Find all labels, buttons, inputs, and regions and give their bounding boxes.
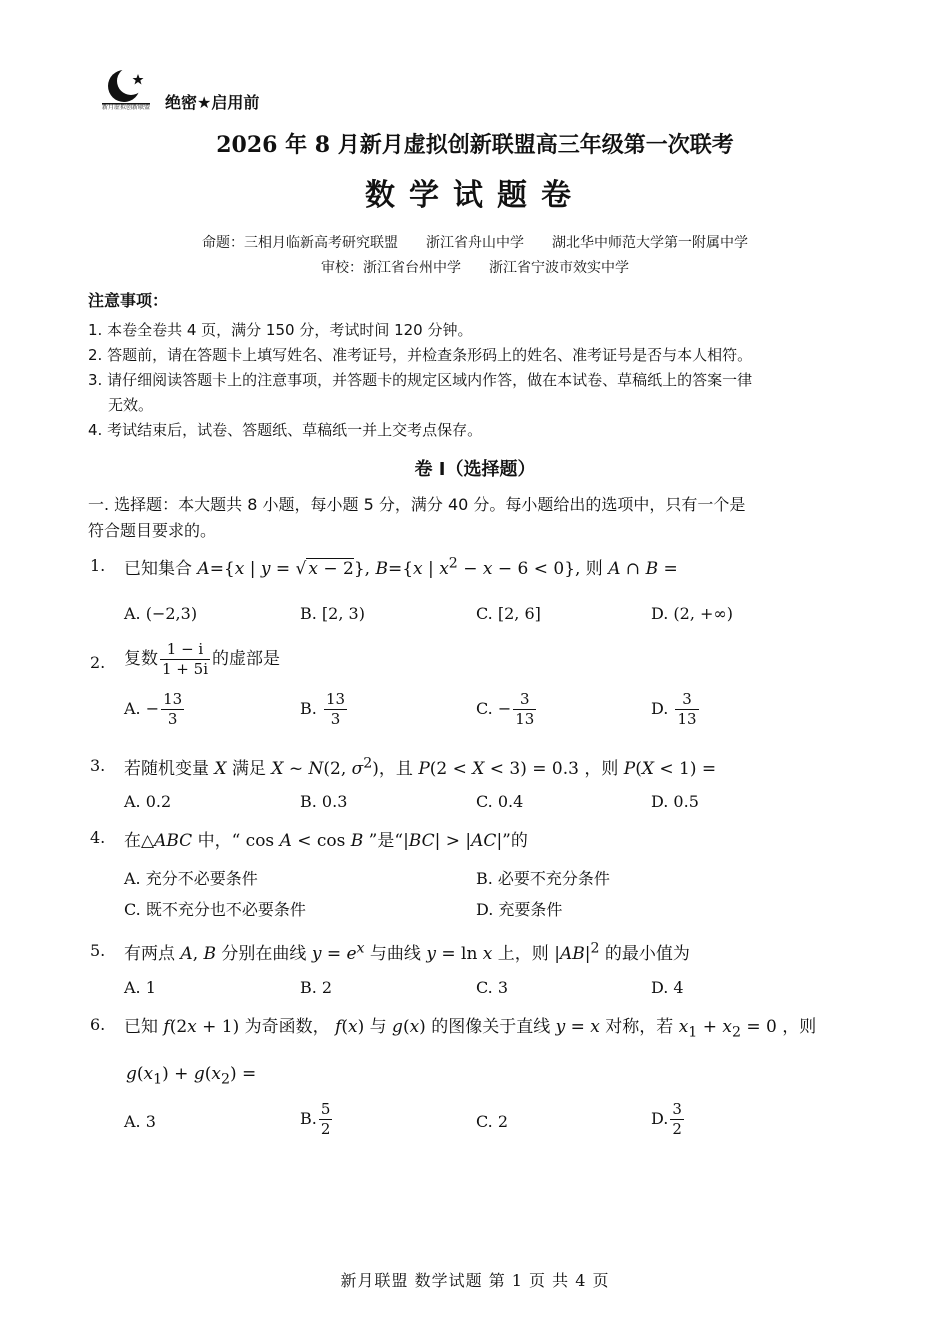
fraction-denominator: 1 + 5i: [162, 660, 208, 678]
question-2-stem: [124, 640, 280, 679]
section-title: 卷 I（选择题）: [414, 459, 536, 480]
option-c: C. − $\frac{3}{13}$: [476, 690, 535, 728]
fraction: [160, 640, 210, 679]
option-d: D. 充要条件: [476, 900, 563, 919]
notice-item: 1. 本卷全卷共 4 页，满分 150 分，考试时间 120 分钟。: [88, 321, 473, 339]
option-c: C. 2: [476, 1112, 509, 1131]
option-a: A. 1: [124, 978, 156, 997]
option-c: C. 既不充分也不必要条件: [124, 900, 306, 919]
question-6-stem: 已知 f(2x + 1) 为奇函数， f(x) 与 g(x) 的图像关于直线 y = x 对称，若 $x_1 + x_2 = 0$ ，则: [124, 1017, 817, 1041]
option-b: B. 0.3: [300, 792, 348, 811]
option-b: B. 必要不充分条件: [476, 869, 610, 888]
notice-item: 4. 考试结束后，试卷、答题纸、草稿纸一并上交考点保存。: [88, 421, 483, 439]
option-d: D. (2, +∞): [651, 604, 733, 623]
option-d: D. $\frac{3}{13}$: [651, 690, 697, 728]
section-intro: 符合题目要求的。: [88, 521, 217, 540]
question-5-stem: 有两点 A, B 分别在曲线 $y = e^x$ 与曲线 y = ln x 上，则 $|AB|^2$ 的最小值为: [124, 940, 690, 964]
confidential-label: 绝密★启用前: [165, 93, 260, 112]
option-b: B. [2, 3): [300, 604, 365, 623]
exam-title: 2026 年 8 月新月虚拟创新联盟高三年级第一次联考: [216, 132, 734, 158]
question-1-stem: 已知集合 A={x | y = √ x − 2}, B={x | $x^2 - x - 6 < 0$}, 则 A ∩ B =: [124, 555, 678, 579]
notice-item: 3. 请仔细阅读答题卡上的注意事项，并答题卡的规定区域内作答，做在本试卷、草稿纸上的答案一律: [88, 371, 753, 389]
reviewers-line: 审校：浙江省台州中学 浙江省宁波市效实中学: [321, 260, 629, 276]
question-number: 2.: [90, 653, 106, 672]
option-a: A. 充分不必要条件: [124, 869, 258, 888]
stem-text: 复数: [124, 649, 158, 669]
question-6-stem-cont: $g(x_1) + g(x_2)$ =: [126, 1064, 257, 1088]
setters-line: 命题：三相月临新高考研究联盟 浙江省舟山中学 湖北华中师范大学第一附属中学: [202, 235, 748, 251]
question-number: 3.: [90, 756, 106, 775]
option-d: D. $\frac{3}{2}$: [651, 1100, 682, 1138]
option-b: B. $\frac{13}{3}$: [300, 690, 346, 728]
question-number: 4.: [90, 828, 106, 847]
fraction-numerator: 1 − i: [160, 640, 210, 660]
logo-text: 新月虚拟创新联盟: [101, 104, 150, 111]
option-c: C. 3: [476, 978, 509, 997]
notice-item: 2. 答题前，请在答题卡上填写姓名、准考证号，并检查条形码上的姓名、准考证号是否与本人相符。: [88, 346, 753, 364]
question-number: 6.: [90, 1015, 106, 1034]
section-intro: 一. 选择题：本大题共 8 小题，每小题 5 分，满分 40 分。每小题给出的选项中，只有一个是: [88, 495, 746, 514]
option-a: A. 3: [124, 1112, 156, 1131]
stem-text: 的虚部是: [212, 649, 280, 669]
question-3-stem: 若随机变量 X 满足 X ~ N(2, $\sigma^2$)，且 P(2 < X < 3) = 0.3 ，则 P(X < 1) =: [124, 755, 717, 779]
option-b: B. $\frac{5}{2}$: [300, 1100, 331, 1138]
option-c: C. 0.4: [476, 792, 524, 811]
notice-heading: 注意事项：: [88, 291, 169, 310]
question-4-stem: 在△ABC 中，“ cos A < cos B ”是“|BC| > |AC|”的: [124, 831, 528, 851]
option-a: A. 0.2: [124, 792, 172, 811]
option-a: A. (−2,3): [124, 604, 198, 623]
option-b: B. 2: [300, 978, 333, 997]
question-number: 1.: [90, 556, 106, 575]
question-number: 5.: [90, 941, 106, 960]
notice-item: 无效。: [108, 396, 154, 414]
page-footer: 新月联盟 数学试题 第 1 页 共 4 页: [340, 1271, 610, 1290]
option-d: D. 0.5: [651, 792, 699, 811]
subject-title: 数学试题卷: [365, 178, 585, 213]
option-d: D. 4: [651, 978, 684, 997]
option-a: A. − $\frac{13}{3}$: [124, 690, 183, 728]
option-c: C. [2, 6]: [476, 604, 541, 623]
